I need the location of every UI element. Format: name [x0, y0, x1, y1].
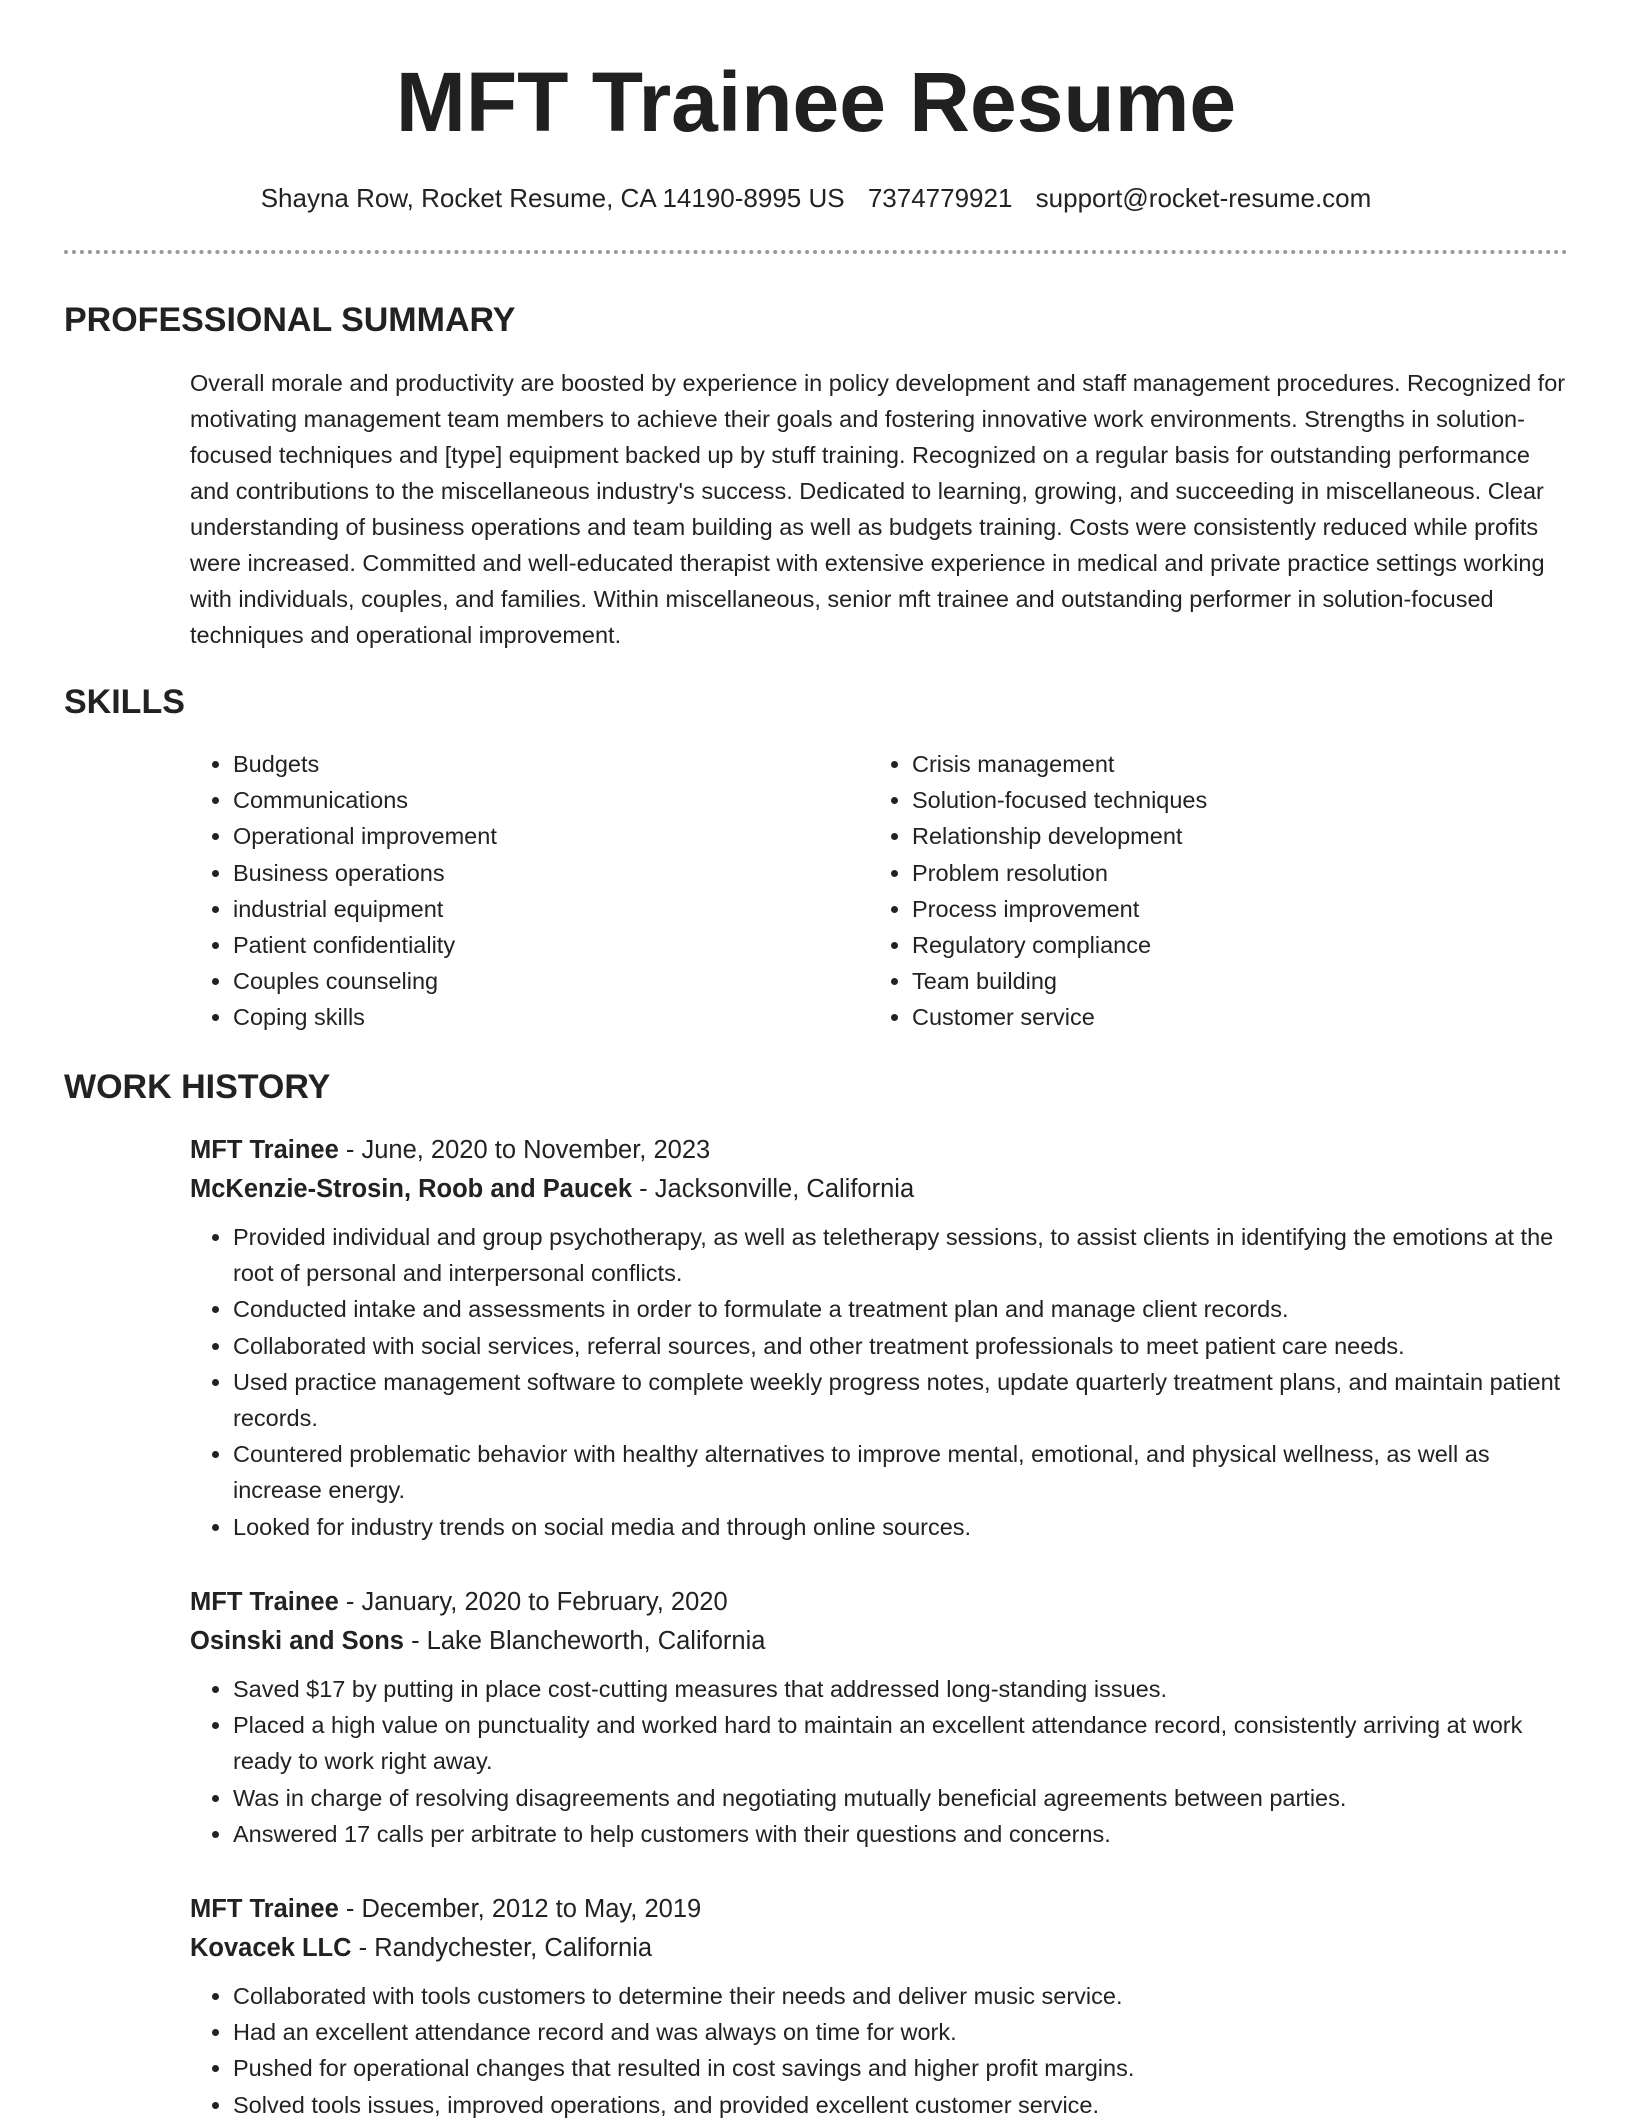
job-location: Jacksonville, California — [654, 1175, 915, 1203]
job-entry — [190, 1890, 1570, 2123]
job-bullet: • Collaborated with tools customers to determine their needs and deliver music service. — [233, 1978, 1570, 2014]
skills-heading: SKILLS — [64, 683, 185, 721]
job-title-line: MFT Trainee - December, 2012 to May, 2019 — [190, 1895, 702, 1923]
job-company: McKenzie-Strosin, Roob and Paucek — [190, 1175, 633, 1203]
job-entry — [190, 1583, 1570, 1852]
job-company: Osinski and Sons — [190, 1627, 404, 1655]
skill-item: • Team building — [912, 963, 1207, 999]
job-dates: December, 2012 to May, 2019 — [361, 1895, 702, 1923]
job-bullet: • Collaborated with social services, referral sources, and other treatment professionals to meet patient care needs. — [233, 1328, 1570, 1364]
job-entry — [190, 1131, 1570, 1545]
summary-heading: PROFESSIONAL SUMMARY — [64, 301, 516, 339]
skill-item: • Customer service — [912, 999, 1207, 1035]
job-bullet: • Placed a high value on punctuality and worked hard to maintain an excellent attendance record, consistently arriving at work ready to work right away. — [233, 1707, 1570, 1779]
job-bullet: • Answered 17 calls per arbitrate to help customers with their questions and concerns. — [233, 1816, 1570, 1852]
job-company-line: Osinski and Sons - Lake Blancheworth, California — [190, 1627, 766, 1655]
summary-text: Overall morale and productivity are boosted by experience in policy development and staff management procedures. Recognized for motivating management team members to achieve their goals and fostering innovative work environments. Strengths in solution-focused techniques and [type] equipment backed up by stuff training. Recognized on a regular basis for outstanding performance and contributions to the miscellaneous industry's success. Dedicated to learning, growing, and succeeding in miscellaneous. Clear understanding of business operations and team building as well as budgets training. Costs were consistently reduced while profits were increased. Committed and well-educated therapist with extensive experience in medical and private practice settings working with individuals, couples, and families. Within miscellaneous, senior mft trainee and outstanding performer in solution-focused techniques and operational improvement. — [190, 370, 1566, 648]
contact-address: Shayna Row, Rocket Resume, CA 14190-8995 US — [260, 183, 845, 213]
job-bullet: • Used practice management software to complete weekly progress notes, update quarterly treatment plans, and maintain patient records. — [233, 1364, 1570, 1436]
work-heading: WORK HISTORY — [64, 1068, 331, 1106]
job-title: MFT Trainee — [190, 1136, 339, 1164]
job-location: Lake Blancheworth, California — [426, 1627, 766, 1655]
job-dates: June, 2020 to November, 2023 — [361, 1136, 711, 1164]
skills-list-right — [869, 746, 1207, 1036]
skill-item: • Process improvement — [912, 891, 1207, 927]
skill-item: • Operational improvement — [233, 818, 497, 854]
job-bullet: • Was in charge of resolving disagreements and negotiating mutually beneficial agreements between parties. — [233, 1780, 1570, 1816]
skill-item: • Patient confidentiality — [233, 927, 497, 963]
job-company-line: Kovacek LLC - Randychester, California — [190, 1934, 653, 1962]
job-company: Kovacek LLC — [190, 1934, 352, 1962]
job-bullet: • Looked for industry trends on social media and through online sources. — [233, 1509, 1570, 1545]
skill-item: • Relationship development — [912, 818, 1207, 854]
contact-line — [0, 180, 1632, 216]
job-dates: January, 2020 to February, 2020 — [361, 1588, 728, 1616]
job-bullets — [190, 1219, 1570, 1545]
job-bullet: • Pushed for operational changes that resulted in cost savings and higher profit margins. — [233, 2050, 1570, 2086]
skill-item: • Crisis management — [912, 746, 1207, 782]
job-bullets — [190, 1671, 1570, 1852]
job-bullet: • Saved $17 by putting in place cost-cutting measures that addressed long-standing issues. — [233, 1671, 1570, 1707]
job-company-line: McKenzie-Strosin, Roob and Paucek - Jacksonville, California — [190, 1175, 915, 1203]
contact-email: support@rocket-resume.com — [1035, 183, 1372, 213]
job-bullets — [190, 1978, 1570, 2123]
page-title: MFT Trainee Resume — [395, 55, 1237, 149]
skill-item: • Couples counseling — [233, 963, 497, 999]
skill-item: • Problem resolution — [912, 855, 1207, 891]
job-title-line: MFT Trainee - June, 2020 to November, 2023 — [190, 1136, 711, 1164]
job-bullet: • Conducted intake and assessments in order to formulate a treatment plan and manage client records. — [233, 1291, 1570, 1327]
skill-item: • industrial equipment — [233, 891, 497, 927]
skill-item: • Solution-focused techniques — [912, 782, 1207, 818]
contact-phone: 7374779921 — [867, 183, 1013, 213]
skill-item: • Business operations — [233, 855, 497, 891]
job-bullet: • Countered problematic behavior with healthy alternatives to improve mental, emotional, and physical wellness, as well as increase energy. — [233, 1436, 1570, 1508]
job-title: MFT Trainee — [190, 1895, 339, 1923]
skill-item: • Coping skills — [233, 999, 497, 1035]
job-title-line: MFT Trainee - January, 2020 to February, 2020 — [190, 1588, 728, 1616]
skill-item: • Regulatory compliance — [912, 927, 1207, 963]
skill-item: • Budgets — [233, 746, 497, 782]
skill-item: • Communications — [233, 782, 497, 818]
skills-list-left — [190, 746, 497, 1036]
job-bullet: • Had an excellent attendance record and was always on time for work. — [233, 2014, 1570, 2050]
job-title: MFT Trainee — [190, 1588, 339, 1616]
job-bullet: • Solved tools issues, improved operations, and provided excellent customer service. — [233, 2087, 1570, 2123]
job-bullet: • Provided individual and group psychotherapy, as well as teletherapy sessions, to assist clients in identifying the emotions at the root of personal and interpersonal conflicts. — [233, 1219, 1570, 1291]
header-divider — [64, 250, 1568, 254]
job-location: Randychester, California — [374, 1934, 653, 1962]
